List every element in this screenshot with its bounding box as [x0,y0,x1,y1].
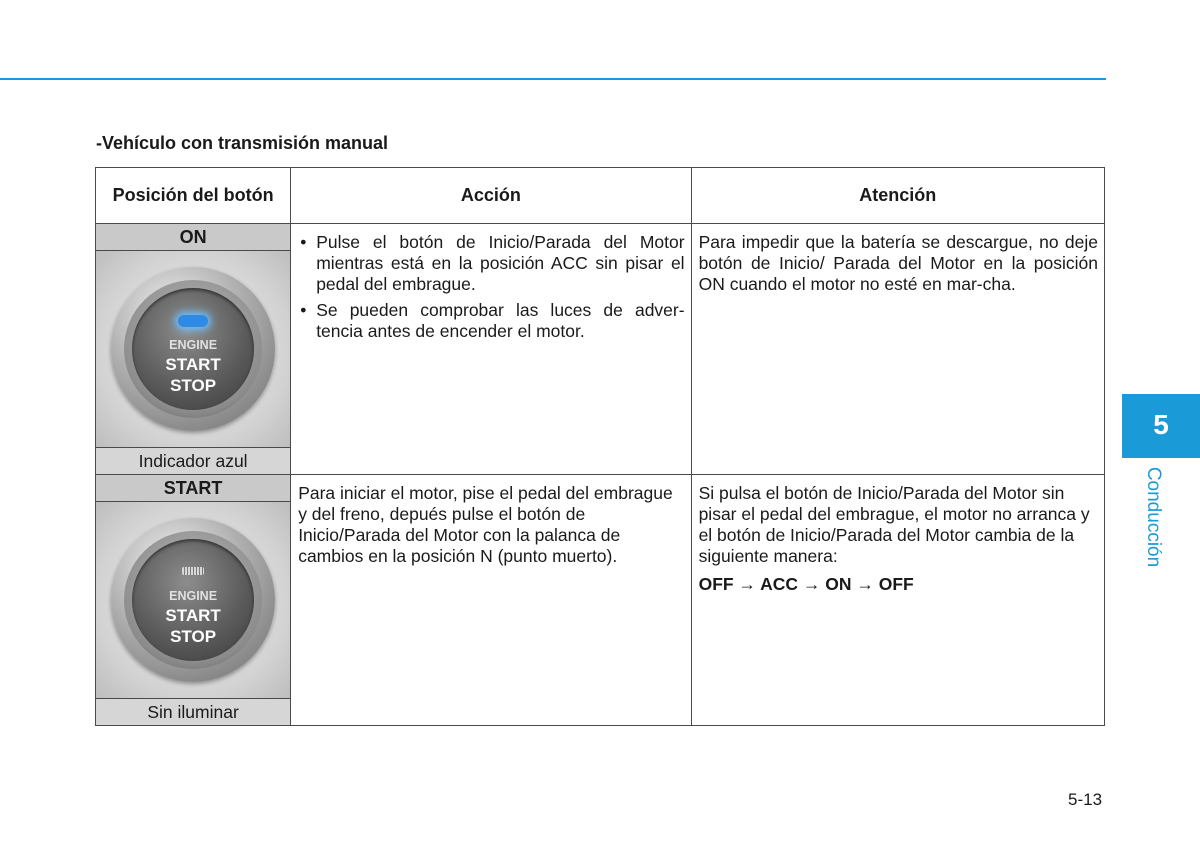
button-stop-text: STOP [170,627,217,646]
button-start-text: START [165,355,221,374]
engine-start-stop-button [111,267,275,431]
blue-indicator-light-icon [178,315,208,327]
button-stop-text: STOP [170,376,217,395]
attention-text: Si pulsa el botón de Inicio/Parada del Motor sin pisar el pedal del embrague, el motor no arranca y el botón de Inicio/Parada del Motor cambia de la siguiente manera: [698,483,1090,566]
engine-button-image-start [96,502,290,699]
attention-cell [691,475,1104,726]
header-attention: Atención [691,168,1104,224]
chapter-number-tab: 5 [1122,394,1200,458]
engine-start-stop-button [111,518,275,682]
table-header-row [96,168,1105,224]
button-engine-text: ENGINE [169,338,218,352]
attention-cell [691,224,1104,475]
table-row [96,224,1105,475]
action-cell [291,475,691,726]
list-item: • Pulse el botón de Inicio/Parada del Motor mientras está en la posición ACC sin pisar el pedal del embrague. [298,232,684,295]
image-caption: Sin iluminar [96,699,290,725]
header-position: Posición del botón [96,168,291,224]
table-row [96,475,1105,726]
chapter-name-text: Conducción [1143,466,1164,568]
chapter-name [1140,462,1166,572]
top-rule [0,78,1106,80]
engine-button-image-on [96,251,290,448]
button-engine-text: ENGINE [169,589,218,603]
unlit-indicator-icon [182,567,204,575]
action-bullet-list [298,232,684,342]
position-label: START [96,475,290,502]
position-cell-on [96,224,291,475]
header-action: Acción [291,168,691,224]
list-item: • Se pueden comprobar las luces de adver-tencia antes de encender el motor. [298,300,684,342]
attention-text: Para impedir que la batería se descargue, no deje botón de Inicio/ Parada del Motor en la posición ON cuando el motor no esté en mar-cha. [698,232,1098,294]
image-caption: Indicador azul [96,448,290,474]
action-cell [291,224,691,475]
position-label: ON [96,224,290,251]
action-text: Para iniciar el motor, pise el pedal del embrague y del freno, depués pulse el botón de Inicio/Parada del Motor con la palanca de cambios en la posición N (punto muerto). [298,483,673,566]
section-title: -Vehículo con transmisión manual [96,133,389,153]
button-position-table [95,167,1105,726]
page-number: 5-13 [1068,790,1103,809]
state-sequence: OFF → ACC → ON → OFF [698,574,914,594]
button-start-text: START [165,606,221,625]
position-cell-start [96,475,291,726]
